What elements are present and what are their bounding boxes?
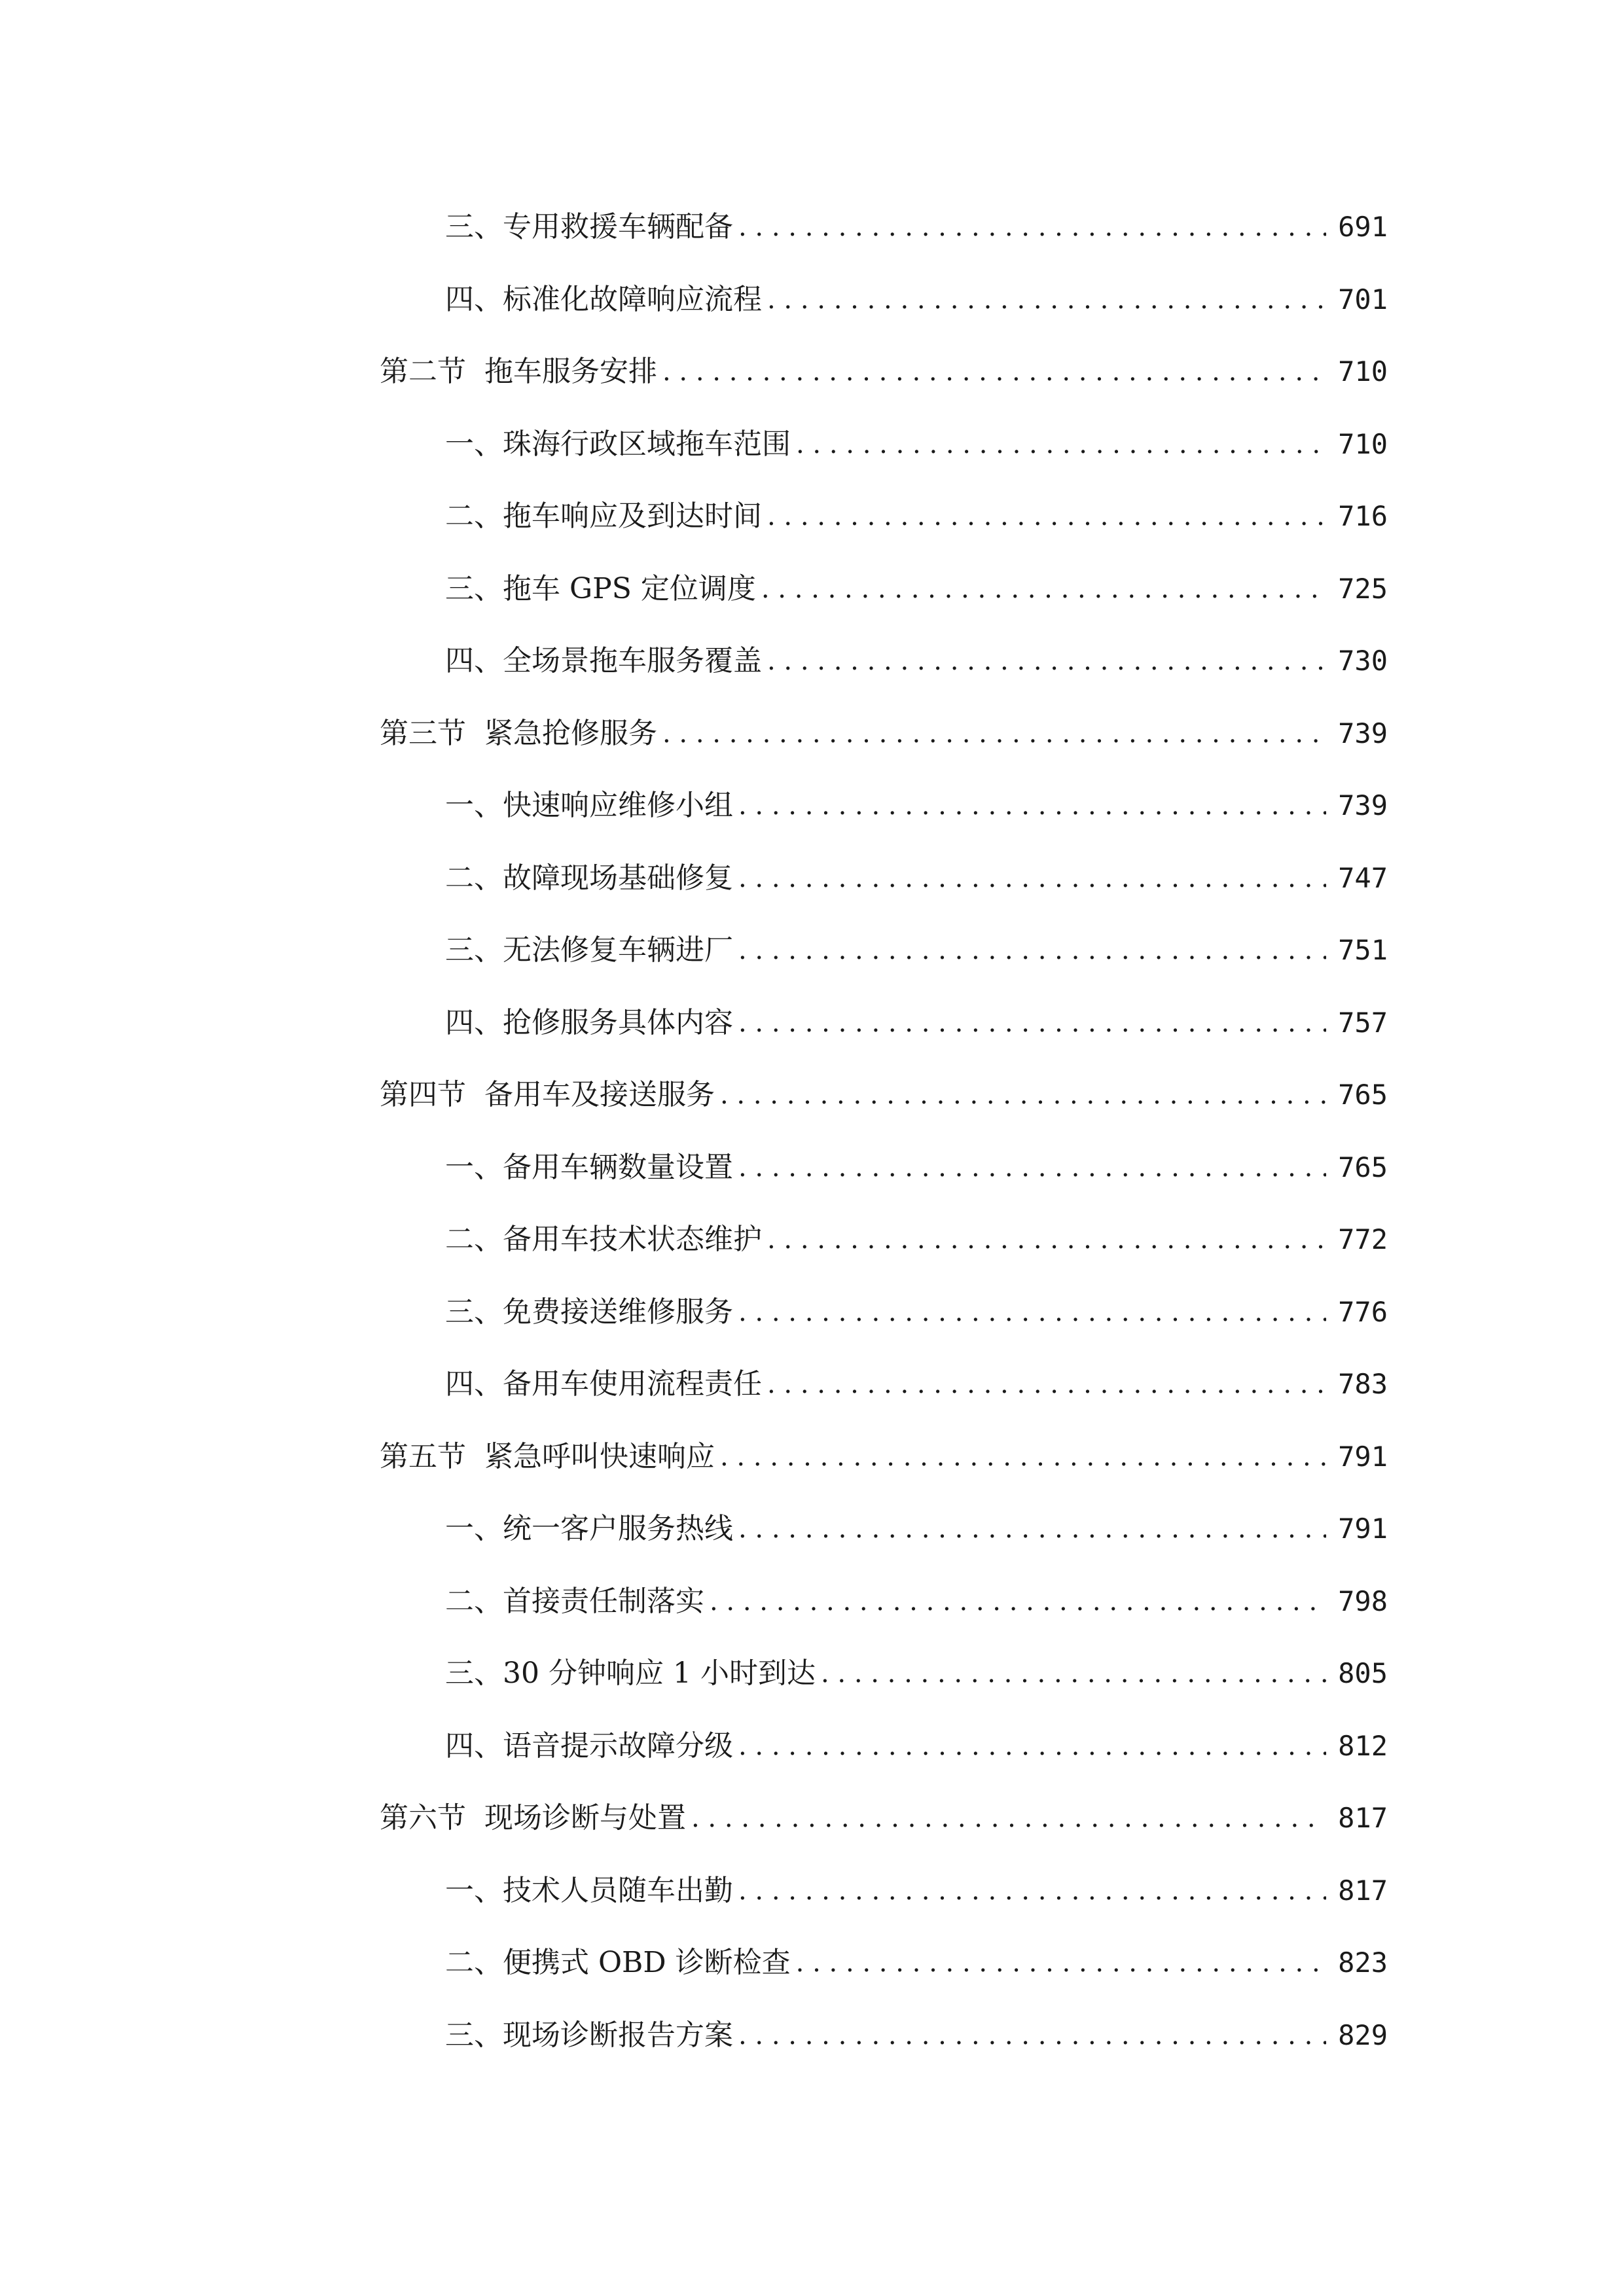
toc-entry[interactable] <box>380 553 1388 626</box>
toc-leader-dots <box>738 191 1326 263</box>
toc-entry-number: 二、 <box>445 499 503 533</box>
toc-section[interactable] <box>380 1059 1388 1132</box>
toc-entry-page: 812 <box>1338 1729 1388 1762</box>
toc-entry-title: 首接责任制落实 <box>503 1584 704 1618</box>
toc-entry[interactable] <box>380 264 1388 336</box>
toc-entry-title: 现场诊断报告方案 <box>503 2018 733 2052</box>
toc-entry-number: 二、 <box>445 1223 503 1257</box>
toc-entry-page: 817 <box>1338 1874 1388 1907</box>
toc-entry-title: 拖车 GPS 定位调度 <box>503 571 756 605</box>
toc-entry[interactable] <box>380 770 1388 842</box>
toc-entry-title: 拖车响应及到达时间 <box>503 499 762 533</box>
toc-entry-page: 725 <box>1338 572 1388 605</box>
toc-entry-page: 829 <box>1338 2018 1388 2051</box>
toc-entry-page: 701 <box>1338 283 1388 315</box>
toc-leader-dots <box>738 2000 1326 2072</box>
toc-section-title: 紧急抢修服务 <box>484 716 657 750</box>
toc-section[interactable] <box>380 1782 1388 1855</box>
toc-entry-title: 珠海行政区域拖车范围 <box>503 427 791 461</box>
toc-leader-dots <box>796 408 1326 480</box>
toc-section-page: 791 <box>1338 1440 1388 1473</box>
toc-entry[interactable] <box>380 842 1388 915</box>
toc-entry[interactable] <box>380 1493 1388 1566</box>
toc-leader-dots <box>767 264 1326 336</box>
toc-section-title: 备用车及接送服务 <box>484 1078 715 1112</box>
toc-leader-dots <box>738 1855 1326 1927</box>
toc-entry-title: 备用车技术状态维护 <box>503 1223 762 1257</box>
toc-leader-dots <box>662 698 1326 770</box>
toc-entry-number: 三、 <box>445 1657 503 1691</box>
toc-section-page: 765 <box>1338 1079 1388 1111</box>
toc-entry-title: 抢修服务具体内容 <box>503 1005 733 1039</box>
toc-section[interactable] <box>380 698 1388 770</box>
toc-entry-page: 776 <box>1338 1295 1388 1328</box>
toc-leader-dots <box>767 625 1326 697</box>
toc-entry-title: 标准化故障响应流程 <box>503 282 762 316</box>
toc-entry-number: 四、 <box>445 282 503 316</box>
toc-section-title: 现场诊断与处置 <box>484 1801 686 1835</box>
toc-leader-dots <box>738 914 1326 986</box>
toc-entry-title: 便携式 OBD 诊断检查 <box>503 1946 791 1980</box>
toc-section-number: 第六节 <box>380 1801 466 1835</box>
toc-entry[interactable] <box>380 191 1388 264</box>
toc-entry[interactable] <box>380 2000 1388 2072</box>
toc-entry-page: 730 <box>1338 645 1388 677</box>
toc-entry-page: 710 <box>1338 427 1388 460</box>
toc-section-page: 739 <box>1338 717 1388 749</box>
toc-entry-title: 全场景拖车服务覆盖 <box>503 644 762 678</box>
toc-entry-page: 716 <box>1338 500 1388 533</box>
toc-entry[interactable] <box>380 1927 1388 2000</box>
toc-entry-number: 二、 <box>445 1584 503 1618</box>
toc-leader-dots <box>738 1710 1326 1782</box>
toc-entry-title: 故障现场基础修复 <box>503 861 733 895</box>
toc-section-number: 第三节 <box>380 716 466 750</box>
toc-leader-dots <box>720 1421 1326 1493</box>
toc-leader-dots <box>738 1132 1326 1204</box>
toc-entry-number: 三、 <box>445 210 503 244</box>
toc-entry[interactable] <box>380 1348 1388 1421</box>
toc-section[interactable] <box>380 336 1388 408</box>
toc-section-number: 第五节 <box>380 1439 466 1473</box>
toc-section-number: 第四节 <box>380 1078 466 1112</box>
toc-leader-dots <box>738 1493 1326 1565</box>
toc-entry-page: 823 <box>1338 1946 1388 1979</box>
toc-entry-number: 四、 <box>445 644 503 678</box>
toc-entry-title: 技术人员随车出勤 <box>503 1873 733 1907</box>
toc-leader-dots <box>738 1276 1326 1348</box>
toc-entry-number: 四、 <box>445 1367 503 1401</box>
toc-entry[interactable] <box>380 1132 1388 1204</box>
toc-leader-dots <box>761 553 1326 625</box>
toc-entry-page: 757 <box>1338 1006 1388 1039</box>
toc-entry-title: 无法修复车辆进厂 <box>503 933 733 967</box>
toc-entry[interactable] <box>380 408 1388 481</box>
toc-leader-dots <box>738 842 1326 914</box>
toc-entry-page: 751 <box>1338 934 1388 967</box>
toc-entry-page: 765 <box>1338 1151 1388 1183</box>
toc-section-title: 拖车服务安排 <box>484 355 657 389</box>
toc-leader-dots <box>720 1059 1326 1131</box>
toc-entry[interactable] <box>380 480 1388 553</box>
toc-entry-page: 805 <box>1338 1657 1388 1690</box>
toc-entry-number: 四、 <box>445 1729 503 1763</box>
toc-entry-number: 一、 <box>445 1873 503 1907</box>
toc-entry-number: 一、 <box>445 789 503 823</box>
toc-leader-dots <box>796 1927 1326 1999</box>
toc-entry-title: 备用车使用流程责任 <box>503 1367 762 1401</box>
toc-entry-page: 691 <box>1338 211 1388 243</box>
toc-leader-dots <box>662 336 1326 408</box>
toc-entry[interactable] <box>380 625 1388 698</box>
toc-entry-number: 二、 <box>445 1946 503 1980</box>
toc-entry-title: 快速响应维修小组 <box>503 789 733 823</box>
toc-leader-dots <box>738 987 1326 1059</box>
toc-entry[interactable] <box>380 914 1388 987</box>
toc-entry-number: 四、 <box>445 1005 503 1039</box>
toc-entry-page: 798 <box>1338 1585 1388 1617</box>
toc-entry[interactable] <box>380 1204 1388 1276</box>
toc-entry-number: 二、 <box>445 861 503 895</box>
toc-entry-title: 免费接送维修服务 <box>503 1295 733 1329</box>
toc-entry-page: 772 <box>1338 1223 1388 1256</box>
toc-entry[interactable] <box>380 1566 1388 1638</box>
toc-leader-dots <box>767 1348 1326 1420</box>
toc-leader-dots <box>767 480 1326 552</box>
toc-leader-dots <box>710 1566 1326 1638</box>
toc-entry-number: 三、 <box>445 571 503 605</box>
toc-entry[interactable] <box>380 987 1388 1060</box>
toc-leader-dots <box>767 1204 1326 1276</box>
toc-section-title: 紧急呼叫快速响应 <box>484 1439 715 1473</box>
toc-section-page: 710 <box>1338 355 1388 388</box>
toc-entry-page: 791 <box>1338 1513 1388 1545</box>
toc-entry-number: 三、 <box>445 2018 503 2052</box>
toc-section[interactable] <box>380 1421 1388 1494</box>
toc-entry[interactable] <box>380 1855 1388 1928</box>
toc-leader-dots <box>738 770 1326 842</box>
toc-entry-title: 统一客户服务热线 <box>503 1512 733 1546</box>
toc-entry-title: 专用救援车辆配备 <box>503 210 733 244</box>
toc-entry-number: 三、 <box>445 933 503 967</box>
toc-entry-number: 一、 <box>445 1150 503 1184</box>
toc-entry-title: 30 分钟响应 1 小时到达 <box>503 1657 816 1691</box>
toc-entry[interactable] <box>380 1276 1388 1349</box>
toc-entry-page: 783 <box>1338 1368 1388 1401</box>
toc-entry-title: 备用车辆数量设置 <box>503 1150 733 1184</box>
toc-entry-number: 一、 <box>445 1512 503 1546</box>
toc-entry[interactable] <box>380 1710 1388 1783</box>
toc-entry-number: 三、 <box>445 1295 503 1329</box>
toc-entry-page: 747 <box>1338 861 1388 894</box>
table-of-contents <box>380 191 1388 2072</box>
toc-entry-title: 语音提示故障分级 <box>503 1729 733 1763</box>
toc-entry-page: 739 <box>1338 789 1388 822</box>
toc-entry[interactable] <box>380 1638 1388 1710</box>
toc-leader-dots <box>821 1638 1326 1710</box>
toc-entry-number: 一、 <box>445 427 503 461</box>
toc-section-page: 817 <box>1338 1802 1388 1835</box>
toc-section-number: 第二节 <box>380 355 466 389</box>
toc-leader-dots <box>691 1782 1326 1854</box>
